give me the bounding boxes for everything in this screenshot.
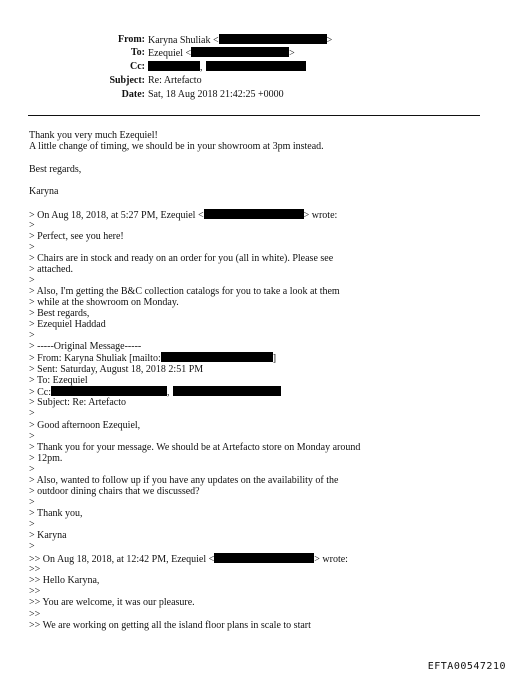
quote-line: >: [29, 519, 35, 530]
quote-line: >: [29, 541, 35, 552]
redaction-box: [204, 209, 304, 219]
quote-text: > From: Karyna Shuliak [mailto:: [29, 353, 161, 364]
quote-line: >>: [29, 609, 41, 620]
redaction-box: [148, 61, 178, 71]
redaction-box: [206, 61, 306, 71]
quote-text: > Cc:: [29, 387, 52, 398]
redaction-box: [51, 386, 167, 396]
quote-line: > Also, I'm getting the B&C collection catalogs for you to take a look at them: [29, 286, 340, 297]
quote-text: > On Aug 18, 2018, at 5:27 PM, Ezequiel <: [29, 210, 204, 221]
quote-line: > Karyna: [29, 530, 67, 541]
subject-value-row: [148, 75, 202, 87]
date-label: Date:: [121, 89, 145, 100]
to-value-row: [148, 47, 295, 60]
body-line: Karyna: [29, 186, 59, 197]
date-value-row: [148, 89, 284, 101]
quote-line: >: [29, 497, 35, 508]
quote-line: > To: Ezequiel: [29, 375, 88, 386]
quote-line: > outdoor dining chairs that we discussed?: [29, 486, 200, 497]
quote-text: ,: [167, 387, 170, 398]
quote-line: > 12pm.: [29, 453, 63, 464]
quote-line: > Ezequiel Haddad: [29, 319, 106, 330]
cc-value-row: [148, 61, 306, 74]
quote-line: > Also, wanted to follow up if you have any updates on the availability of the: [29, 475, 339, 486]
subject-value: Re: Artefacto: [148, 75, 202, 86]
body-line: A little change of timing, we should be in your showroom at 3pm instead.: [29, 141, 324, 152]
redaction-box: [173, 386, 281, 396]
to-value: Ezequiel <: [148, 48, 192, 59]
quote-line: > Subject: Re: Artefacto: [29, 397, 127, 408]
redaction-box: [161, 352, 273, 362]
quote-line: > Perfect, see you here!: [29, 231, 124, 242]
quote-line: >: [29, 275, 35, 286]
redaction-box: [214, 553, 314, 563]
quote-line: > Sent: Saturday, August 18, 2018 2:51 PM: [29, 364, 204, 375]
body-line: Best regards,: [29, 164, 82, 175]
cc-sep: ,: [200, 62, 203, 73]
quote-line: >> We are working on getting all the island floor plans in scale to start: [29, 620, 311, 631]
from-label: From:: [117, 34, 145, 45]
quote-line: > Chairs are in stock and ready on an order for you (all in white). Please see: [29, 253, 334, 264]
header-divider: [28, 115, 480, 116]
cc-label: Cc:: [130, 61, 145, 72]
to-label: To:: [130, 47, 145, 58]
quote-line: > Best regards,: [29, 308, 90, 319]
quote-line: > Good afternoon Ezequiel,: [29, 420, 141, 431]
redaction-box: [191, 47, 289, 57]
subject-label: Subject:: [109, 75, 145, 86]
from-value: Karyna Shuliak <: [148, 35, 219, 46]
quote-line: > -----Original Message-----: [29, 341, 142, 352]
quote-line: >>: [29, 564, 41, 575]
quote-line: >: [29, 242, 35, 253]
quote-line: >: [29, 408, 35, 419]
quote-line: > attached.: [29, 264, 73, 275]
quote-line: > Thank you for your message. We should be at Artefacto store on Monday around: [29, 442, 361, 453]
to-close: >: [289, 48, 295, 59]
body-line: Thank you very much Ezequiel!: [29, 130, 158, 141]
quote-line: > while at the showroom on Monday.: [29, 297, 179, 308]
quote-line: [29, 209, 337, 221]
from-value-row: [148, 34, 332, 47]
quote-line: >: [29, 330, 35, 341]
quote-text: > wrote:: [303, 210, 338, 221]
quote-line: >: [29, 431, 35, 442]
quote-line: >> You are welcome, it was our pleasure.: [29, 597, 195, 608]
quote-line: >: [29, 464, 35, 475]
from-close: >: [326, 35, 333, 46]
quote-line: >> Hello Karyna,: [29, 575, 100, 586]
quote-text: ]: [272, 353, 277, 364]
date-value: Sat, 18 Aug 2018 21:42:25 +0000: [148, 89, 284, 100]
quote-text: >> On Aug 18, 2018, at 12:42 PM, Ezequiel <: [29, 554, 215, 565]
quote-line: [29, 553, 348, 565]
quote-line: >: [29, 220, 35, 231]
quote-line: >>: [29, 586, 41, 597]
bates-number: EFTA00547210: [427, 661, 506, 672]
redaction-box: [178, 61, 200, 71]
quote-line: [29, 352, 276, 364]
redaction-box: [219, 34, 327, 44]
quote-text: > wrote:: [314, 554, 348, 565]
quote-line: > Thank you,: [29, 508, 83, 519]
